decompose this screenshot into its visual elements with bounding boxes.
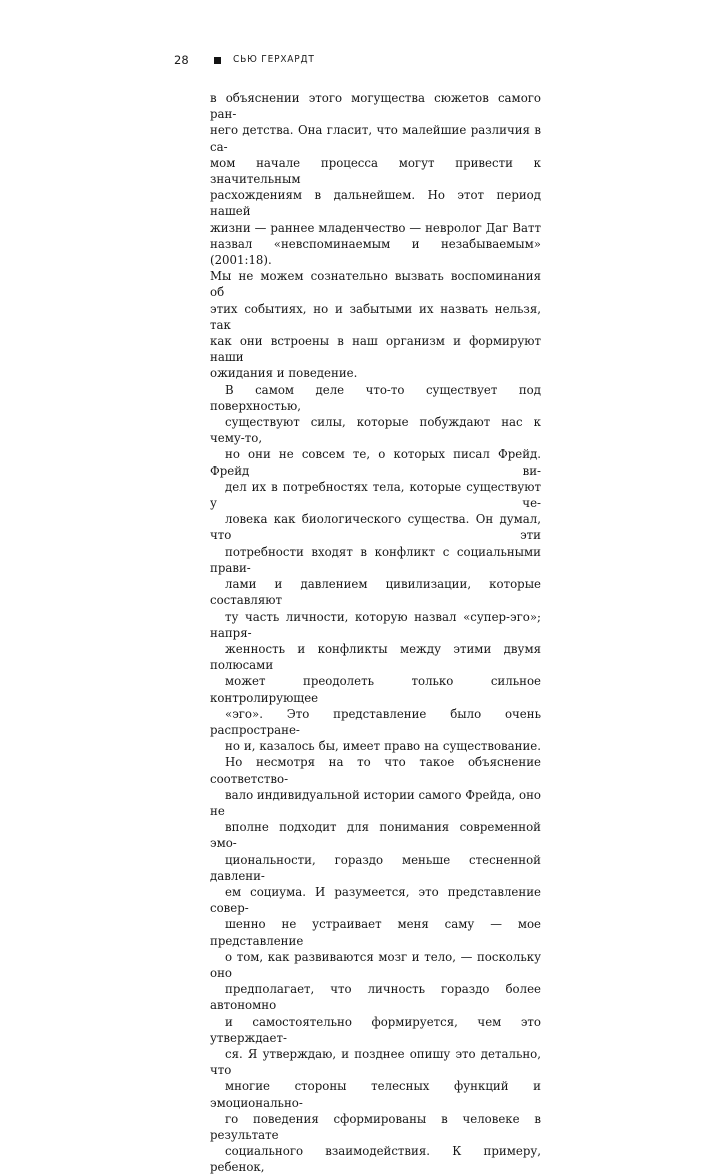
- page-number: 28: [174, 53, 189, 67]
- text-line: ем социума. И разумеется, это представление совер-: [210, 884, 545, 916]
- filled-square-icon: [214, 57, 221, 64]
- text-line: назвал «невспоминаемым и незабываемым» (2001:18).: [210, 236, 545, 268]
- text-line: многие стороны телесных функций и эмоционально-: [210, 1079, 545, 1110]
- text-line: предполагает, что личность гораздо более автономно: [210, 982, 545, 1013]
- text-line: социального взаимодействия. К примеру, ребенок,: [210, 1144, 545, 1175]
- text-line: циональности, гораздо меньше стесненной давлени-: [210, 852, 545, 883]
- text-line: ожидания и поведение.: [210, 366, 358, 381]
- text-line: Мы не можем сознательно вызвать воспоминания об: [210, 269, 545, 300]
- paragraph-2: [210, 382, 545, 1176]
- text-line: о том, как развиваются мозг и тело, — поскольку оно: [210, 949, 545, 980]
- body-text-block: [210, 90, 545, 1176]
- text-line: может преодолеть только сильное контролирующее: [210, 674, 545, 705]
- running-head-author: СЬЮ ГЕРХАРДТ: [232, 54, 315, 65]
- text-line: в объяснении этого могущества сюжетов самого ран-: [210, 91, 545, 122]
- text-line: дел их в потребностях тела, которые существуют у че-: [210, 479, 545, 511]
- text-line: В самом деле что-то существует под поверхностью,: [210, 382, 545, 413]
- text-line: «эго». Это представление было очень распростране-: [210, 706, 545, 737]
- text-line: но они не совсем те, о которых писал Фрейд. Фрейд ви-: [210, 447, 545, 478]
- text-line: ту часть личности, которую назвал «супер-эго»; напря-: [210, 609, 545, 640]
- text-line: лами и давлением цивилизации, которые составляют: [210, 577, 545, 608]
- text-line: вало индивидуальной истории самого Фрейда, оно не: [210, 787, 545, 818]
- text-line: него детства. Она гласит, что малейшие различия в са-: [210, 123, 545, 154]
- text-line: мом начале процесса могут привести к значительным: [210, 155, 545, 187]
- running-head: [174, 52, 320, 68]
- text-line: ся. Я утверждаю, и позднее опишу это детально, что: [210, 1046, 545, 1078]
- text-line: расхождениям в дальнейшем. Но этот период нашей: [210, 188, 545, 219]
- text-line: шенно не устраивает меня саму — мое представление: [210, 917, 545, 948]
- text-line: го поведения сформированы в человеке в результате: [210, 1111, 545, 1142]
- text-line: ловека как биологического существа. Он думал, что эти: [210, 512, 545, 543]
- text-line: жизни — раннее младенчество — невролог Даг Ватт: [210, 220, 541, 235]
- text-line: но и, казалось бы, имеет право на существование.: [225, 739, 541, 754]
- text-line: женность и конфликты между этими двумя полюсами: [210, 641, 545, 673]
- text-line: существуют силы, которые побуждают нас к чему-то,: [210, 415, 545, 446]
- text-line: Но несмотря на то что такое объяснение соответство-: [210, 755, 545, 786]
- text-line: этих событиях, но и забытыми их назвать нельзя, так: [210, 301, 545, 332]
- text-line: как они встроены в наш организм и формируют наши: [210, 334, 545, 365]
- text-line: потребности входят в конфликт с социальными прави-: [210, 544, 545, 575]
- text-line: и самостоятельно формируется, чем это утверждает-: [210, 1014, 545, 1045]
- text-line: вполне подходит для понимания современной эмо-: [210, 820, 545, 851]
- paragraph-1: [210, 90, 545, 382]
